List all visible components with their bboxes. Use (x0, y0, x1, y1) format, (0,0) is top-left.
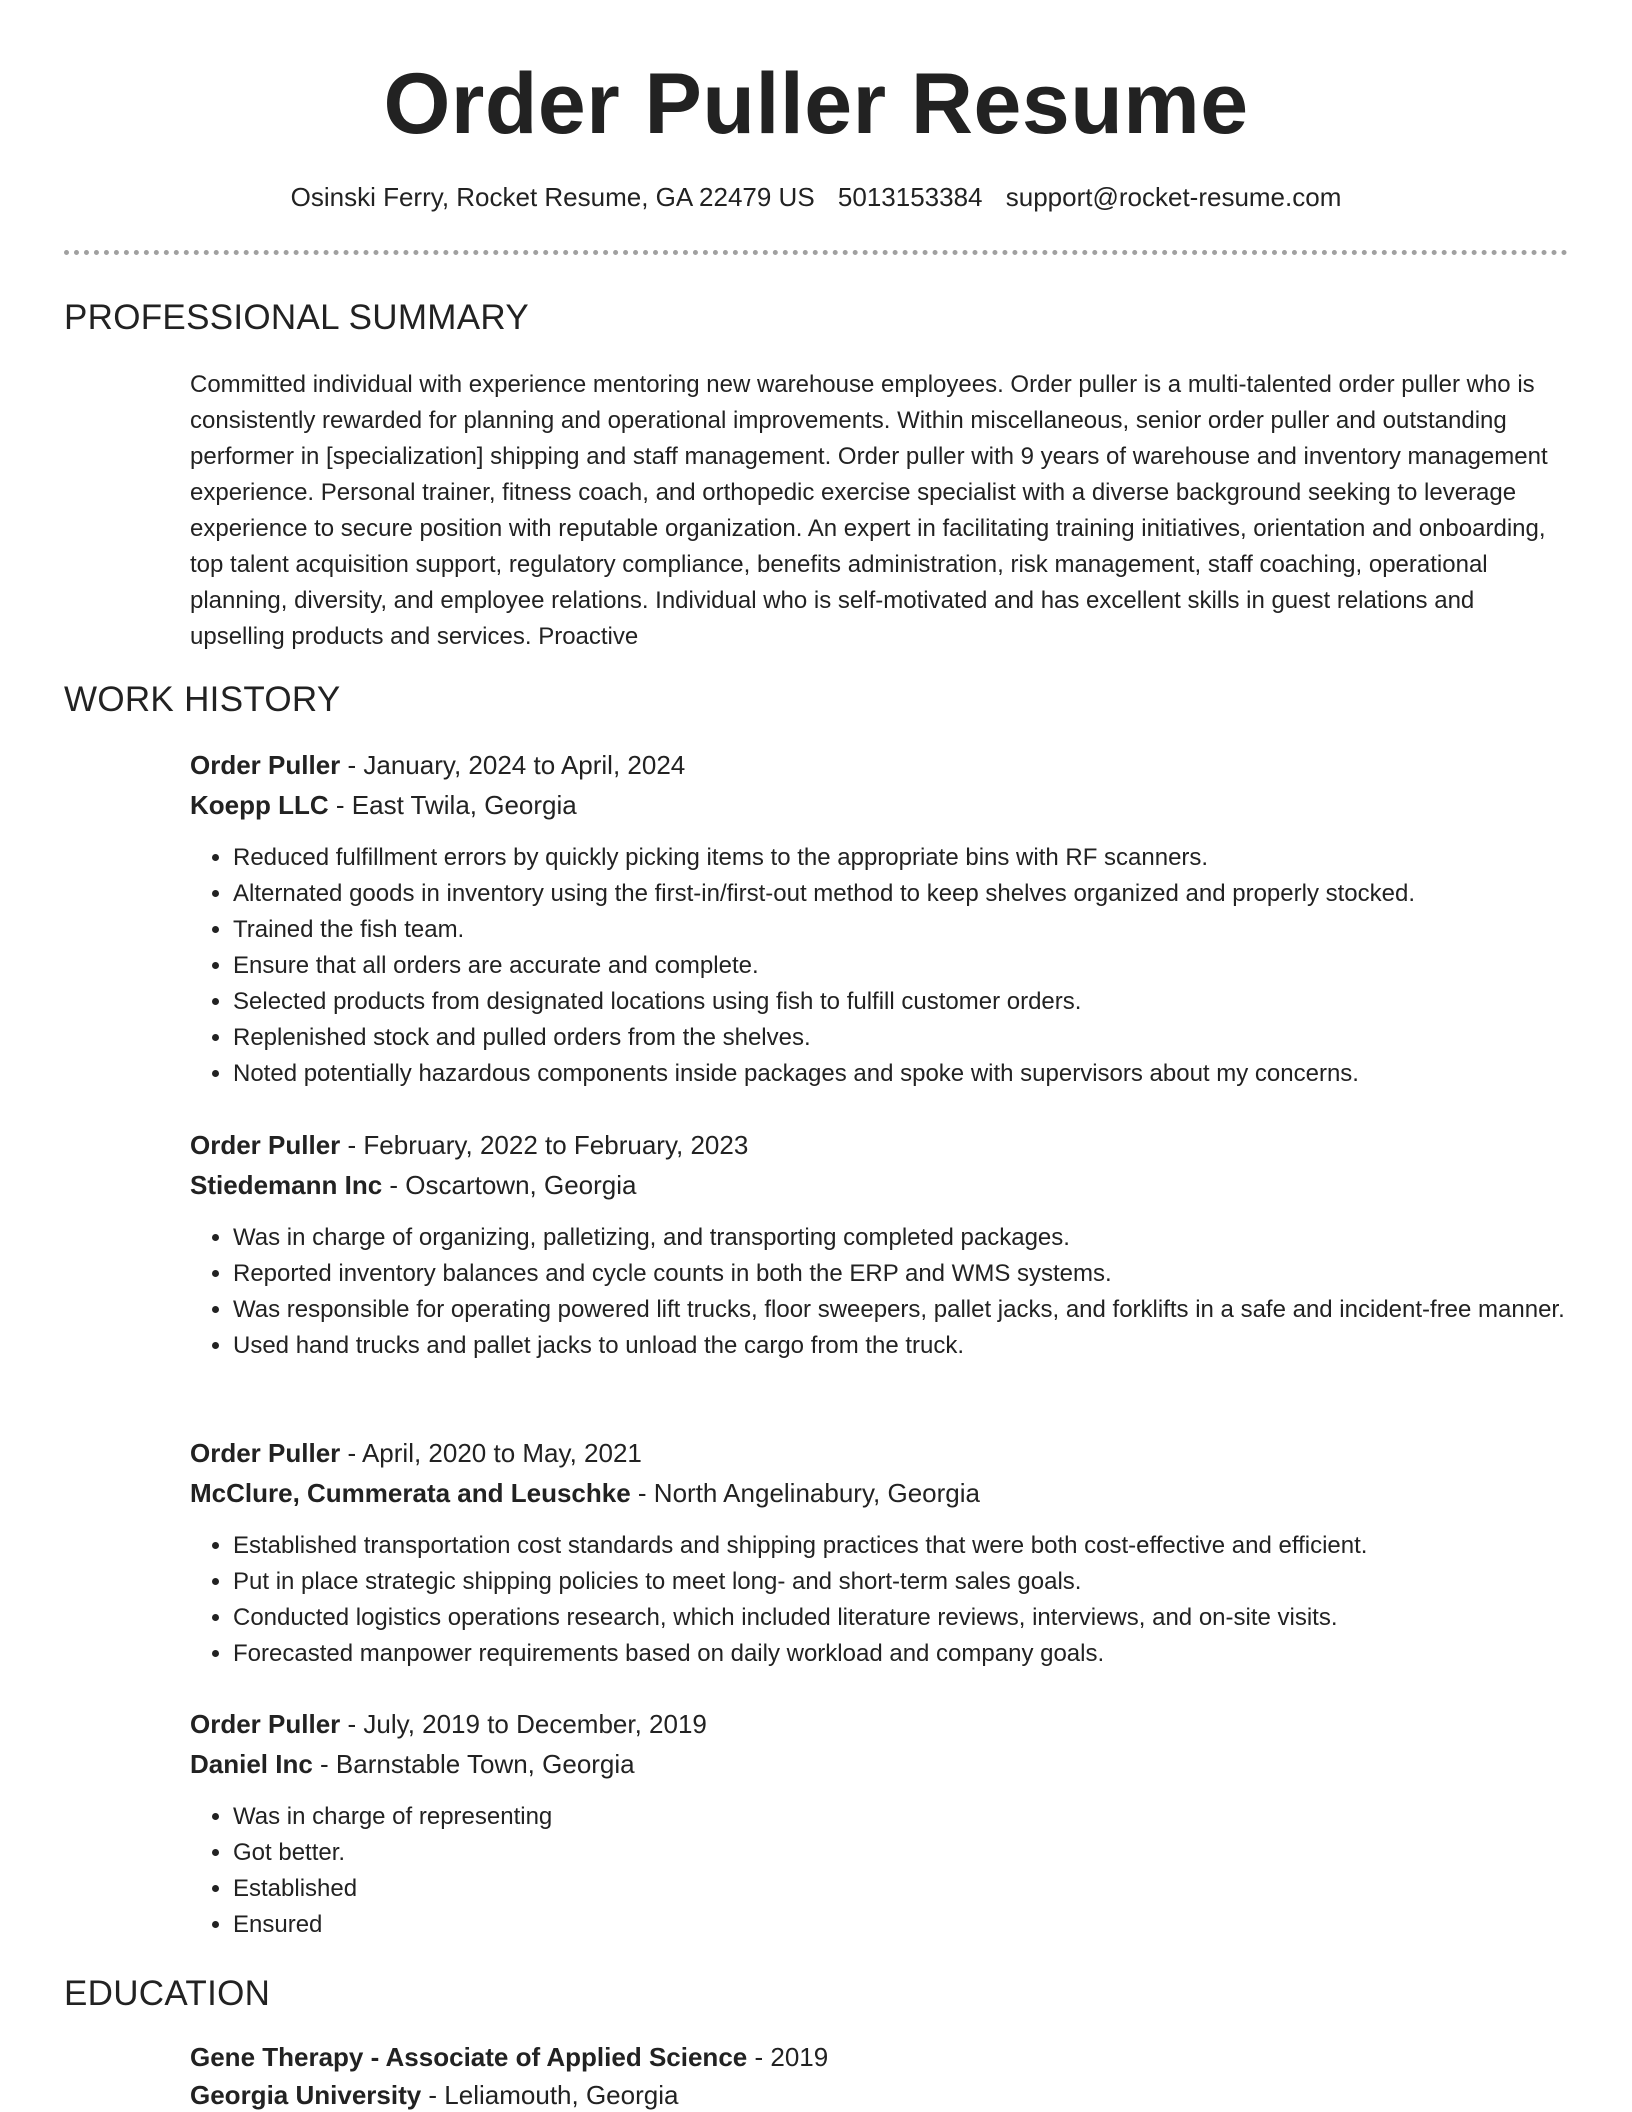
education-degree-line (190, 2042, 828, 2073)
duty-item: • Conducted logistics operations research, which included literature reviews, interviews, and on-site visits. (233, 1600, 1613, 1636)
job-title-line (190, 1130, 748, 1161)
job-title: Order Puller (190, 750, 341, 780)
job-company: Daniel Inc (190, 1749, 313, 1779)
education-heading: EDUCATION (64, 1974, 271, 2013)
education-degree: Gene Therapy - Associate of Applied Science (190, 2042, 748, 2072)
job-duties-list (190, 840, 1613, 1092)
duty-item: • Put in place strategic shipping policies to meet long- and short-term sales goals. (233, 1564, 1613, 1600)
education-location: - Leliamouth, Georgia (421, 2080, 679, 2110)
job-company: Koepp LLC (190, 790, 329, 820)
job-duties-list (190, 1799, 1613, 1943)
job-company-line (190, 1170, 636, 1201)
duty-item: • Trained the fish team. (233, 912, 1613, 948)
duty-item: • Used hand trucks and pallet jacks to unload the cargo from the truck. (233, 1328, 1613, 1364)
duty-item: • Forecasted manpower requirements based on daily workload and company goals. (233, 1636, 1613, 1672)
duty-item: • Alternated goods in inventory using the first-in/first-out method to keep shelves organized and properly stocked. (233, 876, 1613, 912)
job-dates: - April, 2020 to May, 2021 (340, 1438, 642, 1468)
job-company-line (190, 1749, 635, 1780)
duty-item: • Reduced fulfillment errors by quickly picking items to the appropriate bins with RF scanners. (233, 840, 1613, 876)
job-title: Order Puller (190, 1438, 341, 1468)
duty-item: • Selected products from designated locations using fish to fulfill customer orders. (233, 984, 1613, 1020)
duty-item: • Ensured (233, 1907, 1613, 1943)
job-location: - North Angelinabury, Georgia (630, 1478, 980, 1508)
contact-address: Osinski Ferry, Rocket Resume, GA 22479 US (290, 182, 815, 212)
duty-item: • Was in charge of organizing, palletizing, and transporting completed packages. (233, 1220, 1613, 1256)
duty-item: • Was responsible for operating powered lift trucks, floor sweepers, pallet jacks, and forklifts in a safe and incident-free manner. (233, 1292, 1613, 1328)
duty-item: • Ensure that all orders are accurate and complete. (233, 948, 1613, 984)
job-title: Order Puller (190, 1709, 341, 1739)
duty-item: • Got better. (233, 1835, 1613, 1871)
job-title-line (190, 750, 685, 781)
job-company: Stiedemann Inc (190, 1170, 383, 1200)
contact-phone: 5013153384 (837, 182, 983, 212)
job-location: - East Twila, Georgia (328, 790, 577, 820)
job-title-line (190, 1438, 642, 1469)
education-school: Georgia University (190, 2080, 422, 2110)
work-history-heading: WORK HISTORY (64, 680, 341, 719)
job-duties-list (190, 1528, 1613, 1672)
duty-item: • Noted potentially hazardous components inside packages and spoke with supervisors about my concerns. (233, 1056, 1613, 1092)
summary-heading: PROFESSIONAL SUMMARY (64, 298, 529, 337)
duty-item: • Replenished stock and pulled orders from the shelves. (233, 1020, 1613, 1056)
duty-item: • Established transportation cost standards and shipping practices that were both cost-effective and efficient. (233, 1528, 1613, 1564)
job-title: Order Puller (190, 1130, 341, 1160)
job-dates: - February, 2022 to February, 2023 (340, 1130, 749, 1160)
job-location: - Oscartown, Georgia (382, 1170, 637, 1200)
job-company-line (190, 1478, 980, 1509)
job-location: - Barnstable Town, Georgia (312, 1749, 635, 1779)
summary-text: Committed individual with experience mentoring new warehouse employees. Order puller is a multi-talented order puller who is consistently rewarded for planning and operational improvements. Within miscellaneous, senior order puller and outstanding performer in [specialization] shipping and staff management. Order puller with 9 years of warehouse and inventory management experience. Personal trainer, fitness coach, and orthopedic exercise specialist with a diverse background seeking to leverage experience to secure position with reputable organization. An expert in facilitating training initiatives, orientation and onboarding, top talent acquisition support, regulatory compliance, benefits administration, risk management, staff coaching, operational planning, diversity, and employee relations. Individual who is self-motivated and has excellent skills in guest relations and upselling products and services. Proactive (190, 371, 1548, 650)
contact-email: support@rocket-resume.com (1005, 182, 1342, 212)
header-divider (64, 250, 1568, 255)
contact-line (0, 182, 1632, 213)
resume-title: Order Puller Resume (383, 56, 1249, 152)
duty-item: • Was in charge of representing (233, 1799, 1613, 1835)
job-duties-list (190, 1220, 1613, 1364)
education-school-line (190, 2080, 678, 2111)
job-dates: - January, 2024 to April, 2024 (340, 750, 686, 780)
job-title-line (190, 1709, 707, 1740)
duty-item: • Reported inventory balances and cycle counts in both the ERP and WMS systems. (233, 1256, 1613, 1292)
job-dates: - July, 2019 to December, 2019 (340, 1709, 707, 1739)
duty-item: • Established (233, 1871, 1613, 1907)
job-company: McClure, Cummerata and Leuschke (190, 1478, 631, 1508)
education-year: - 2019 (747, 2042, 829, 2072)
job-company-line (190, 790, 577, 821)
